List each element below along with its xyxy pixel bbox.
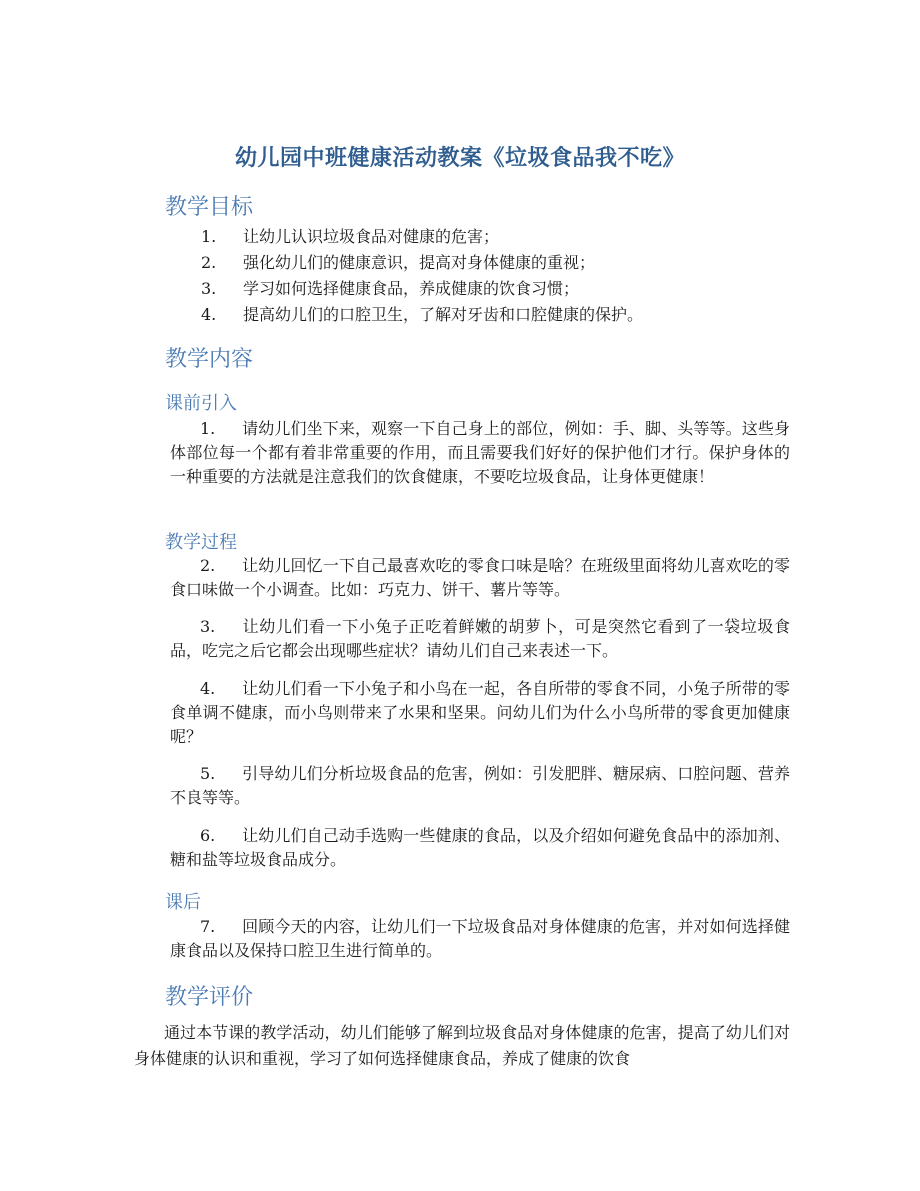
numbered-paragraph — [170, 915, 790, 963]
para-text: 让幼儿们看一下小兔子正吃着鲜嫩的胡萝卜，可是突然它看到了一袋垃圾食品，吃完之后它都会出现哪些症状？请幼儿们自己来表述一下。 — [170, 617, 790, 660]
para-number: 5. — [200, 764, 216, 783]
heading-content: 教学内容 — [165, 347, 254, 372]
list-text: 提高幼儿们的口腔卫生，了解对牙齿和口腔健康的保护。 — [243, 305, 644, 324]
para-number: 6. — [200, 826, 216, 845]
para-number: 2. — [200, 556, 216, 575]
list-text: 让幼儿认识垃圾食品对健康的危害； — [243, 227, 500, 246]
numbered-paragraph — [170, 824, 790, 872]
heading-goals: 教学目标 — [165, 195, 254, 220]
heading-process: 教学过程 — [165, 532, 237, 553]
numbered-paragraph — [170, 554, 790, 602]
list-number: 2. — [201, 253, 217, 272]
numbered-paragraph — [170, 615, 790, 663]
para-number: 1. — [200, 419, 216, 438]
list-item — [201, 224, 499, 250]
document-title: 幼儿园中班健康活动教案《垃圾食品我不吃》 — [234, 146, 685, 171]
para-number: 7. — [200, 917, 216, 936]
para-number: 3. — [200, 617, 216, 636]
list-text: 学习如何选择健康食品，养成健康的饮食习惯； — [243, 279, 580, 298]
numbered-paragraph — [170, 762, 790, 810]
heading-evaluation: 教学评价 — [165, 985, 254, 1010]
para-text: 让幼儿回忆一下自己最喜欢吃的零食口味是啥？在班级里面将幼儿喜欢吃的零食口味做一个小调查。比如：巧克力、饼干、薯片等等。 — [170, 556, 790, 599]
numbered-paragraph — [170, 417, 790, 489]
para-text: 请幼儿们坐下来，观察一下自己身上的部位，例如：手、脚、头等等。这些身体部位每一个都有着非常重要的作用，而且需要我们好好的保护他们才行。保护身体的一种重要的方法就是注意我们的饮食健康，不要吃垃圾食品，让身体更健康！ — [170, 419, 790, 486]
list-number: 4. — [201, 305, 217, 324]
list-text: 强化幼儿们的健康意识，提高对身体健康的重视； — [243, 253, 596, 272]
numbered-paragraph — [170, 677, 790, 749]
list-item — [201, 250, 595, 276]
list-item — [201, 276, 579, 302]
para-number: 4. — [200, 679, 216, 698]
heading-intro: 课前引入 — [165, 393, 237, 414]
evaluation-paragraph: 通过本节课的教学活动，幼儿们能够了解到垃圾食品对身体健康的危害，提高了幼儿们对身体健康的认识和重视，学习了如何选择健康食品，养成了健康的饮食 — [134, 1023, 790, 1068]
list-number: 3. — [201, 279, 217, 298]
para-text: 引导幼儿们分析垃圾食品的危害，例如：引发肥胖、糖尿病、口腔问题、营养不良等等。 — [170, 764, 790, 807]
list-item — [201, 302, 643, 328]
para-text: 让幼儿们自己动手选购一些健康的食品，以及介绍如何避免食品中的添加剂、糖和盐等垃圾食品成分。 — [170, 826, 790, 869]
para-text: 让幼儿们看一下小兔子和小鸟在一起，各自所带的零食不同，小兔子所带的零食单调不健康，而小鸟则带来了水果和坚果。问幼儿们为什么小鸟所带的零食更加健康呢？ — [170, 679, 790, 746]
heading-after: 课后 — [165, 892, 201, 913]
list-number: 1. — [201, 227, 217, 246]
para-text: 回顾今天的内容，让幼儿们一下垃圾食品对身体健康的危害，并对如何选择健康食品以及保持口腔卫生进行简单的。 — [170, 917, 790, 960]
